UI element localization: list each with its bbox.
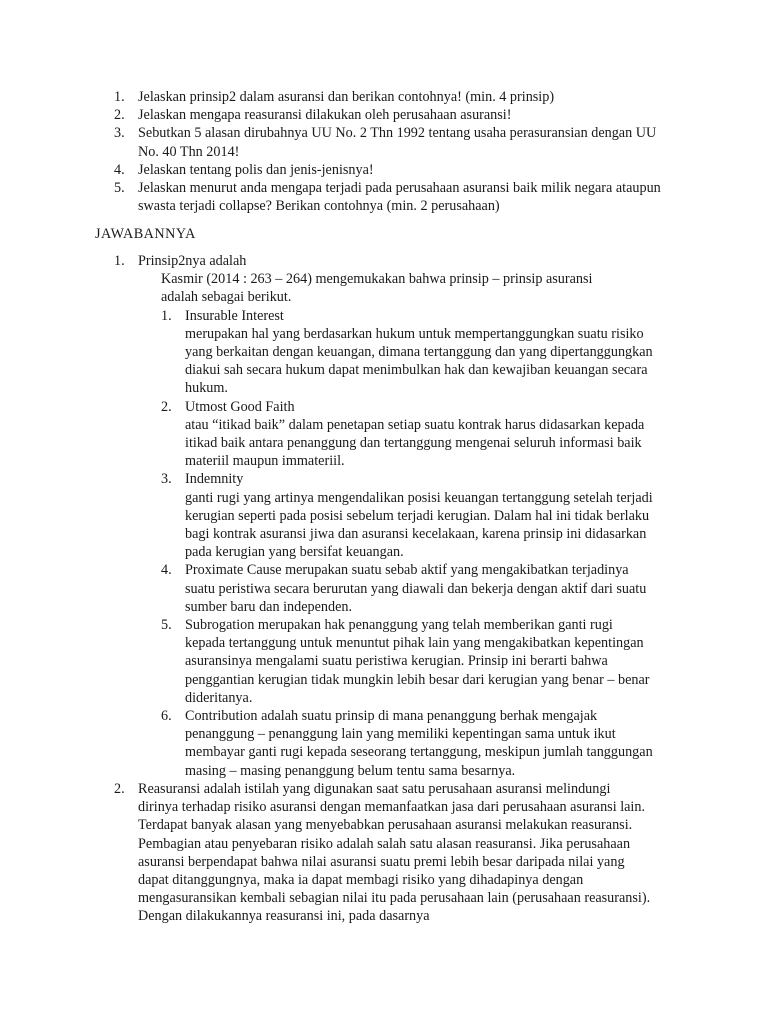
answer-intro: Kasmir (2014 : 263 – 264) mengemukakan bahwa prinsip – prinsip asuransi adalah sebagai berikut. xyxy=(161,271,593,306)
question-number: 5. xyxy=(114,180,125,197)
answer-number: 2. xyxy=(114,780,125,797)
principle-item xyxy=(161,470,655,561)
answer-item xyxy=(114,252,674,780)
question-number: 3. xyxy=(114,125,125,142)
principle-number: 3. xyxy=(161,471,172,488)
question-text: Jelaskan tentang polis dan jenis-jenisnya! xyxy=(138,161,374,178)
question-number: 1. xyxy=(114,89,125,105)
principle-title: Indemnity xyxy=(185,471,244,488)
question-number: 2. xyxy=(114,107,125,124)
answer-number: 1. xyxy=(114,253,125,269)
question-text: Sebutkan 5 alasan dirubahnya UU No. 2 Thn 1992 tentang usaha perasuransian dengan UU No. 40 Thn 2014! xyxy=(138,125,657,160)
principle-item xyxy=(161,616,655,707)
question-item xyxy=(114,161,674,179)
principle-text: merupakan hal yang berdasarkan hukum untuk mempertanggungkan suatu risiko yang berkaitan dengan keuangan, dimana tertanggung dan yang dipertanggungkan diakui sah secara hukum dapat menimbulkan hak dan kewajiban keuangan secara hukum. xyxy=(185,325,653,397)
principle-text: Contribution adalah suatu prinsip di mana penanggung berhak mengajak penanggung – penanggung lain yang memiliki kepentingan sama untuk ikut membayar ganti rugi kepada seseorang tertanggung, meskipun jumlah tanggungan masing – masing penanggung belum tentu sama besarnya. xyxy=(185,708,653,779)
question-text: Jelaskan prinsip2 dalam asuransi dan berikan contohnya! (min. 4 prinsip) xyxy=(138,89,555,105)
principle-item xyxy=(161,707,655,780)
principle-text: Proximate Cause merupakan suatu sebab aktif yang mengakibatkan terjadinya suatu peristiwa secara berurutan yang diawali dan bekerja dengan aktif dari suatu sumber baru dan independen. xyxy=(185,562,647,615)
question-item xyxy=(114,88,674,106)
principle-title: Insurable Interest xyxy=(185,307,284,324)
answers-heading: JAWABANNYA xyxy=(95,226,196,242)
principle-text: Subrogation merupakan hak penanggung yang telah memberikan ganti rugi kepada tertanggung untuk menuntut pihak lain yang mengakibatkan kepentingan asuransinya mengalami suatu peristiwa kerugian. Prinsip ini berarti bahwa penggantian kerugian tidak mungkin lebih besar dari kerugian yang benar – benar dideritanya. xyxy=(185,617,650,706)
answer-list xyxy=(114,252,674,926)
principle-text: ganti rugi yang artinya mengendalikan posisi keuangan tertanggung setelah terjadi kerugian seperti pada posisi sebelum terjadi kerugian. Dalam hal ini tidak berlaku bagi kontrak asuransi jiwa dan asuransi kecelakaan, karena prinsip ini didasarkan pada kerugian yang bersifat keuangan. xyxy=(185,489,653,561)
question-item xyxy=(114,179,674,215)
principle-number: 4. xyxy=(161,562,172,579)
answer-title: Prinsip2nya adalah xyxy=(138,253,247,269)
answer-item xyxy=(114,780,674,926)
principle-item xyxy=(161,398,655,471)
question-text: Jelaskan mengapa reasuransi dilakukan oleh perusahaan asuransi! xyxy=(138,107,512,124)
principle-title: Utmost Good Faith xyxy=(185,398,295,415)
question-number: 4. xyxy=(114,161,125,178)
principle-text: atau “itikad baik” dalam penetapan setiap suatu kontrak harus didasarkan kepada itikad baik antara penanggung dan tertanggung mengenai seluruh informasi baik materiil maupun immateriil. xyxy=(185,416,645,470)
question-item xyxy=(114,106,674,124)
question-text: Jelaskan menurut anda mengapa terjadi pada perusahaan asuransi baik milik negara ataupun swasta terjadi collapse? Berikan contohnya (min. 2 perusahaan) xyxy=(138,180,661,215)
principle-list xyxy=(161,307,674,780)
principle-item xyxy=(161,561,655,616)
principle-item xyxy=(161,307,655,398)
question-list xyxy=(114,88,674,215)
principle-number: 6. xyxy=(161,708,172,725)
question-item xyxy=(114,124,674,160)
answer-paragraph: Reasuransi adalah istilah yang digunakan saat satu perusahaan asuransi melindungi dirinya terhadap risiko asuransi dengan memanfaatkan jasa dari perusahaan asuransi lain. Terdapat banyak alasan yang menyebabkan perusahaan asuransi melakukan reasuransi. Pembagian atau penyebaran risiko adalah salah satu alasan reasuransi. Jika perusahaan asuransi berpendapat bahwa nilai asuransi suatu premi lebih besar daripada nilai yang dapat ditanggungnya, maka ia dapat membagi risiko yang dihadapinya dengan mengasuransikan kembali sebagian nilai itu pada perusahaan lain (perusahaan reasuransi). Dengan dilakukannya reasuransi ini, pada dasarnya xyxy=(138,780,651,925)
principle-number: 1. xyxy=(161,307,172,324)
principle-number: 5. xyxy=(161,617,172,634)
principle-number: 2. xyxy=(161,398,172,415)
